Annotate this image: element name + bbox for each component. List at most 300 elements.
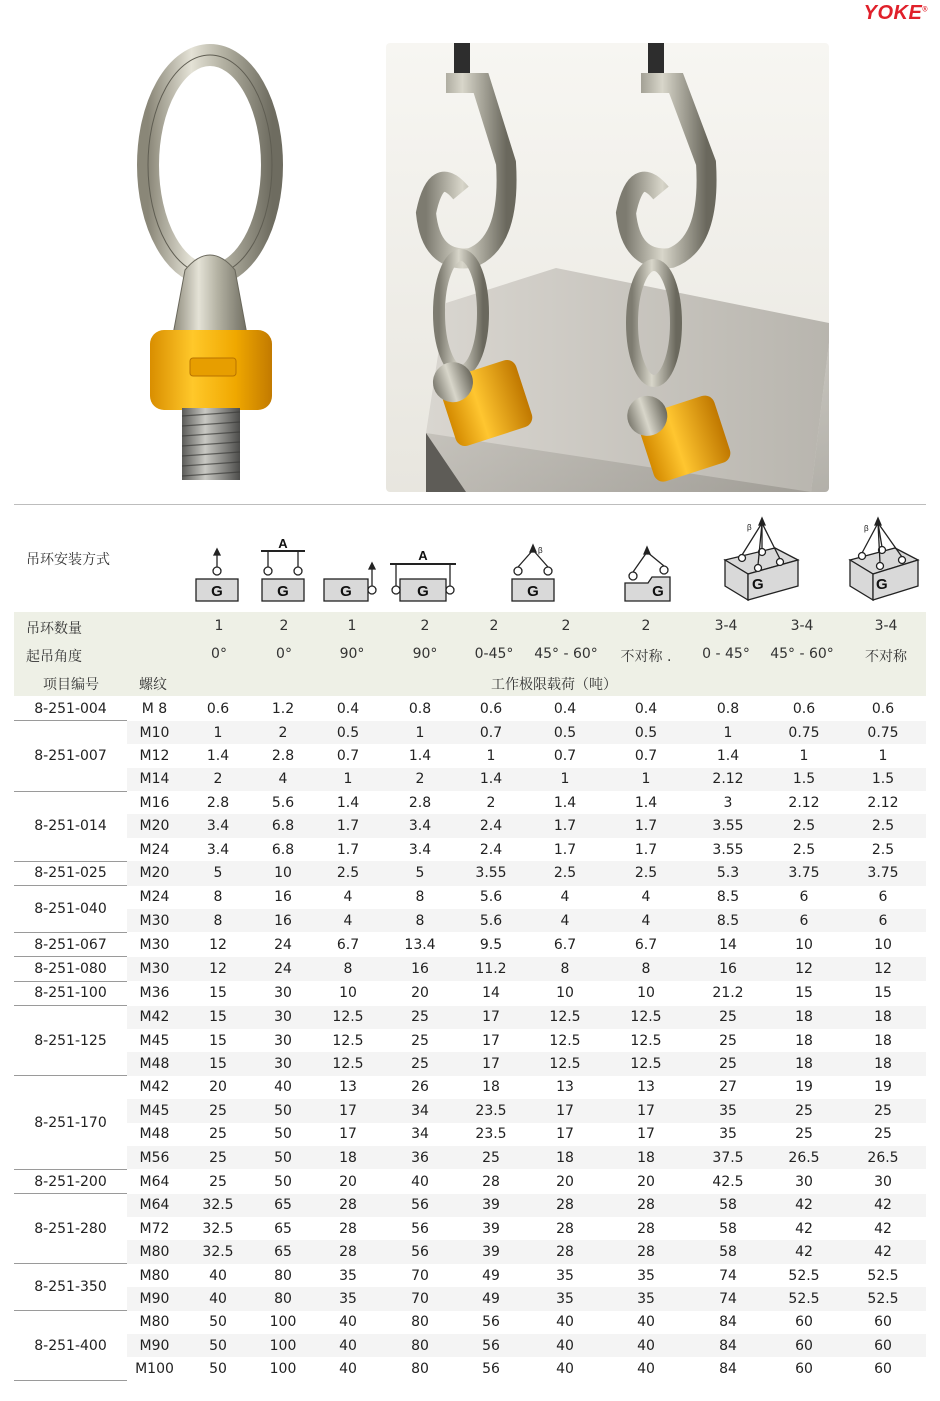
wll-value: 1.7 — [336, 841, 360, 858]
wll-value: 20 — [411, 985, 429, 1002]
wll-value: 6.7 — [634, 936, 658, 953]
thread-size: M56 — [127, 1146, 182, 1169]
wll-value: 3.4 — [182, 814, 254, 837]
thread-size: M72 — [139, 1220, 170, 1237]
wll-value: 36 — [384, 1146, 456, 1169]
item-code: 8-251-400 — [14, 1311, 127, 1381]
thread-size: M20 — [127, 861, 182, 885]
wll-value: 80 — [411, 1314, 429, 1331]
thread-size: M42 — [139, 1079, 170, 1096]
wll-value: 1.2 — [271, 700, 295, 717]
wll-value: 4 — [312, 909, 384, 932]
table-row — [14, 1146, 926, 1169]
wll-value: 15 — [209, 985, 227, 1002]
thread-size: M90 — [127, 1287, 182, 1310]
table-row — [14, 1240, 926, 1263]
wll-value: 2.5 — [604, 861, 688, 885]
wll-value: 15 — [874, 985, 892, 1002]
table-row — [14, 1194, 926, 1217]
wll-value: 1.7 — [634, 841, 658, 858]
wll-value: 10 — [556, 985, 574, 1002]
wll-value: 42 — [840, 1240, 926, 1263]
section-divider — [14, 504, 926, 505]
item-code: 8-251-004 — [14, 697, 127, 721]
wll-value: 0.7 — [553, 747, 577, 764]
wll-value: 28 — [339, 1220, 357, 1237]
wll-value: 39 — [456, 1194, 526, 1217]
wll-value: 40 — [274, 1079, 292, 1096]
wll-value: 19 — [795, 1079, 813, 1096]
wll-value: 25 — [182, 1146, 254, 1169]
wll-value: 42 — [840, 1194, 926, 1217]
wll-value: 26.5 — [768, 1146, 840, 1169]
wll-value: 4 — [343, 889, 353, 906]
wll-value: 3.4 — [408, 841, 432, 858]
wll-value: 2 — [182, 768, 254, 791]
wll-value: 12.5 — [526, 1006, 604, 1029]
wll-value: 37.5 — [688, 1146, 768, 1169]
wll-value: 28 — [526, 1240, 604, 1263]
wll-value: 1.7 — [553, 841, 577, 858]
wll-value: 42 — [768, 1240, 840, 1263]
svg-text:G: G — [876, 576, 888, 593]
wll-value: 12 — [209, 936, 227, 953]
wll-value: 17 — [526, 1099, 604, 1122]
wll-value: 30 — [874, 1173, 892, 1190]
wll-value: 32.5 — [202, 1220, 234, 1237]
install-method-label: 吊环安装方式 — [26, 552, 110, 568]
wll-value: 12 — [840, 957, 926, 981]
wll-value: 84 — [688, 1334, 768, 1357]
wll-value: 58 — [688, 1194, 768, 1217]
wll-value: 65 — [254, 1194, 312, 1217]
brand-logo: YOKE® — [863, 2, 928, 24]
wll-value: 20 — [637, 1173, 655, 1190]
wll-value: 56 — [482, 1314, 500, 1331]
wll-value: 18 — [840, 1006, 926, 1029]
wll-value: 40 — [637, 1361, 655, 1378]
wll-value: 10 — [795, 936, 813, 953]
sling-count-cell-3: 1 — [347, 618, 357, 634]
wll-value: 80 — [384, 1334, 456, 1357]
wll-value: 2.5 — [312, 861, 384, 885]
wll-value: 4 — [526, 909, 604, 932]
thread-size: M64 — [127, 1194, 182, 1217]
wll-value: 1.4 — [456, 768, 526, 791]
wll-value: 56 — [482, 1361, 500, 1378]
wll-value: 8 — [312, 957, 384, 981]
wll-value: 25 — [795, 1126, 813, 1143]
wll-value: 2.8 — [271, 747, 295, 764]
wll-value: 17 — [604, 1099, 688, 1122]
wll-value: 17 — [456, 1006, 526, 1029]
wll-value: 30 — [254, 1006, 312, 1029]
wll-value: 1 — [182, 721, 254, 744]
wll-value: 1 — [312, 768, 384, 791]
sling-count-row — [14, 612, 926, 642]
wll-value: 34 — [384, 1099, 456, 1122]
wll-value: 3.55 — [456, 861, 526, 885]
thread-size: M90 — [127, 1334, 182, 1357]
wll-value: 56 — [456, 1334, 526, 1357]
wll-value: 60 — [874, 1314, 892, 1331]
wll-value: 2.4 — [456, 814, 526, 837]
wll-value: 35 — [637, 1267, 655, 1284]
wll-value: 2.12 — [867, 794, 899, 811]
wll-value: 2 — [254, 721, 312, 744]
wll-value: 0.6 — [871, 700, 895, 717]
item-code: 8-251-350 — [14, 1264, 127, 1311]
wll-value: 56 — [411, 1220, 429, 1237]
wll-value: 35 — [526, 1287, 604, 1310]
wll-value: 18 — [312, 1146, 384, 1169]
wll-value: 6 — [799, 889, 809, 906]
angle-cell-3: 90° — [339, 646, 365, 662]
wll-value: 13.4 — [404, 936, 436, 953]
table-row — [14, 886, 926, 909]
thread-size: M12 — [139, 747, 170, 764]
thread-size: M30 — [127, 909, 182, 932]
wll-value: 1.5 — [768, 768, 840, 791]
wll-value: 50 — [254, 1099, 312, 1122]
wll-value: 74 — [688, 1287, 768, 1310]
wll-value: 28 — [556, 1220, 574, 1237]
wll-value: 18 — [795, 1032, 813, 1049]
wll-value: 25 — [384, 1006, 456, 1029]
table-row — [14, 1099, 926, 1122]
wll-value: 2.4 — [479, 841, 503, 858]
application-photo — [386, 43, 829, 492]
wll-value: 40 — [556, 1361, 574, 1378]
wll-value: 0.4 — [553, 700, 577, 717]
wll-value: 8.5 — [716, 889, 740, 906]
wll-value: 42 — [874, 1220, 892, 1237]
wll-value: 5.6 — [479, 889, 503, 906]
wll-value: 0.5 — [604, 721, 688, 744]
table-row — [14, 1287, 926, 1310]
table-row — [14, 721, 926, 744]
wll-value: 40 — [312, 1334, 384, 1357]
wll-value: 52.5 — [867, 1267, 899, 1284]
wll-value: 28 — [637, 1220, 655, 1237]
wll-value: 14 — [482, 985, 500, 1002]
wll-value: 40 — [339, 1314, 357, 1331]
table-row — [14, 814, 926, 837]
wll-value: 100 — [254, 1334, 312, 1357]
wll-value: 8 — [526, 957, 604, 981]
wll-value: 5.6 — [456, 909, 526, 932]
wll-value: 3.4 — [384, 814, 456, 837]
sling-count-cell-9: 3-4 — [790, 618, 814, 634]
svg-text:G: G — [652, 583, 664, 600]
wll-value: 25 — [874, 1126, 892, 1143]
item-code: 8-251-100 — [14, 981, 127, 1005]
wll-value: 6.7 — [553, 936, 577, 953]
wll-value: 2.5 — [840, 814, 926, 837]
table-row — [14, 909, 926, 932]
wll-value: 8 — [182, 909, 254, 932]
wll-value: 60 — [795, 1314, 813, 1331]
wll-value: 8 — [415, 889, 425, 906]
angle-cell-2: 0° — [276, 646, 292, 662]
wll-value: 20 — [556, 1173, 574, 1190]
wll-value: 3.4 — [206, 841, 230, 858]
wll-value: 56 — [384, 1194, 456, 1217]
wll-value: 2.8 — [408, 794, 432, 811]
thread-header: 螺纹 — [139, 677, 167, 693]
wll-value: 2 — [384, 768, 456, 791]
wll-value: 0.6 — [206, 700, 230, 717]
sling-count-cell-7: 2 — [641, 618, 651, 634]
wll-value: 25 — [456, 1146, 526, 1169]
wll-value: 40 — [604, 1334, 688, 1357]
sling-count-cell-8: 3-4 — [714, 618, 738, 634]
wll-value: 2.8 — [206, 794, 230, 811]
wll-value: 17 — [556, 1126, 574, 1143]
wll-value: 23.5 — [475, 1126, 507, 1143]
wll-value: 3.75 — [840, 861, 926, 885]
item-code: 8-251-125 — [14, 1006, 127, 1076]
thread-size: M100 — [135, 1361, 174, 1378]
svg-text:G: G — [340, 583, 352, 600]
sling-count-cell-6: 2 — [561, 618, 571, 634]
table-row — [14, 791, 926, 814]
wll-value: 1.4 — [408, 747, 432, 764]
wll-value: 18 — [768, 1006, 840, 1029]
table-row — [14, 1334, 926, 1357]
wll-value: 10 — [254, 861, 312, 885]
wll-value: 3.55 — [688, 814, 768, 837]
item-code-header: 项目编号 — [43, 677, 99, 693]
wll-value: 8.5 — [688, 909, 768, 932]
wll-value: 5.6 — [271, 794, 295, 811]
wll-value: 1.4 — [716, 747, 740, 764]
wll-value: 25 — [209, 1126, 227, 1143]
thread-size: M64 — [139, 1173, 170, 1190]
angle-cell-9: 45° - 60° — [770, 646, 834, 662]
item-code: 8-251-280 — [14, 1194, 127, 1264]
wll-value: 100 — [269, 1314, 297, 1331]
thread-size: M80 — [139, 1314, 170, 1331]
wll-value: 5 — [384, 861, 456, 885]
wll-value: 30 — [254, 1052, 312, 1075]
wll-value: 9.5 — [479, 936, 503, 953]
wll-value: 0.8 — [408, 700, 432, 717]
item-code: 8-251-040 — [14, 886, 127, 933]
wll-value: 70 — [384, 1287, 456, 1310]
wll-value: 13 — [339, 1079, 357, 1096]
wll-value: 3 — [723, 794, 733, 811]
wll-value: 6 — [840, 909, 926, 932]
wll-value: 40 — [339, 1361, 357, 1378]
wll-value: 35 — [719, 1126, 737, 1143]
table-row — [14, 838, 926, 861]
table-row — [14, 1311, 926, 1334]
angle-cell-4: 90° — [412, 646, 438, 662]
wll-value: 50 — [209, 1314, 227, 1331]
wll-value: 42 — [795, 1220, 813, 1237]
wll-value: 56 — [384, 1240, 456, 1263]
wll-header: 工作极限载荷（吨） — [491, 677, 617, 693]
wll-value: 50 — [209, 1361, 227, 1378]
svg-text:β: β — [538, 546, 543, 555]
wll-value: 24 — [254, 957, 312, 981]
thread-size: M36 — [139, 985, 170, 1002]
table-row — [14, 957, 926, 981]
thread-size: M16 — [139, 794, 170, 811]
wll-value: 58 — [719, 1220, 737, 1237]
wll-value: 28 — [312, 1240, 384, 1263]
wll-value: 58 — [688, 1240, 768, 1263]
install-diagrams — [0, 512, 940, 612]
wll-value: 18 — [768, 1052, 840, 1075]
wll-value: 2.5 — [792, 841, 816, 858]
wll-value: 1.7 — [526, 814, 604, 837]
wll-value: 1.4 — [206, 747, 230, 764]
wll-value: 4 — [641, 889, 651, 906]
wll-value: 60 — [795, 1361, 813, 1378]
wll-value: 74 — [719, 1267, 737, 1284]
table-row — [14, 861, 926, 885]
item-code: 8-251-025 — [14, 861, 127, 885]
wll-value: 1 — [799, 747, 809, 764]
wll-value: 21.2 — [712, 985, 744, 1002]
wll-value: 80 — [274, 1267, 292, 1284]
wll-value: 25 — [182, 1099, 254, 1122]
wll-value: 12.5 — [604, 1052, 688, 1075]
wll-value: 0.6 — [792, 700, 816, 717]
wll-value: 15 — [795, 985, 813, 1002]
svg-text:G: G — [211, 583, 223, 600]
table-row — [14, 1123, 926, 1146]
sling-count-cell-10: 3-4 — [874, 618, 898, 634]
wll-value: 25 — [688, 1052, 768, 1075]
wll-value: 0.5 — [526, 721, 604, 744]
table-row — [14, 1169, 926, 1193]
wll-value: 40 — [637, 1314, 655, 1331]
wll-value: 20 — [339, 1173, 357, 1190]
table-row — [14, 981, 926, 1005]
wll-value: 1 — [604, 768, 688, 791]
wll-value: 1.7 — [604, 814, 688, 837]
svg-text:G: G — [277, 583, 289, 600]
wll-value: 18 — [840, 1052, 926, 1075]
thread-size: M30 — [127, 957, 182, 981]
wll-value: 25 — [840, 1099, 926, 1122]
angle-label: 起吊角度 — [26, 649, 82, 665]
wll-value: 18 — [482, 1079, 500, 1096]
wll-value: 6.7 — [336, 936, 360, 953]
wll-value: 12.5 — [332, 1032, 364, 1049]
diagram-two-leg-angled — [512, 545, 554, 601]
wll-value: 40 — [209, 1267, 227, 1284]
thread-size: M80 — [139, 1267, 170, 1284]
wll-value: 28 — [604, 1240, 688, 1263]
wll-value: 15 — [182, 1006, 254, 1029]
svg-text:β: β — [747, 523, 752, 532]
thread-size: M80 — [127, 1240, 182, 1263]
wll-value: 60 — [874, 1361, 892, 1378]
wll-value: 0.75 — [768, 721, 840, 744]
wll-value: 28 — [604, 1194, 688, 1217]
wll-value: 60 — [768, 1334, 840, 1357]
wll-value: 32.5 — [182, 1194, 254, 1217]
table-row — [14, 1006, 926, 1029]
wll-value: 20 — [209, 1079, 227, 1096]
wll-value: 19 — [874, 1079, 892, 1096]
wll-value: 23.5 — [456, 1099, 526, 1122]
wll-value: 65 — [254, 1240, 312, 1263]
diagram-single-vertical — [196, 549, 238, 601]
wll-value: 28 — [312, 1194, 384, 1217]
wll-value: 0.6 — [479, 700, 503, 717]
wll-value: 1 — [688, 721, 768, 744]
swivel-lifting-point-image — [130, 40, 310, 500]
diagram-four-leg-box — [725, 518, 798, 600]
thread-size: M 8 — [141, 700, 168, 717]
wll-value: 1.5 — [840, 768, 926, 791]
diagram-double-vertical — [261, 536, 305, 601]
wll-value: 0.7 — [456, 721, 526, 744]
angle-cell-10: 不对称 — [865, 649, 907, 665]
wll-value: 30 — [795, 1173, 813, 1190]
wll-value: 3.75 — [768, 861, 840, 885]
wll-value: 11.2 — [456, 957, 526, 981]
wll-value: 50 — [254, 1146, 312, 1169]
wll-value: 25 — [411, 1032, 429, 1049]
wll-value: 8 — [384, 909, 456, 932]
wll-value: 52.5 — [768, 1287, 840, 1310]
wll-value: 80 — [254, 1287, 312, 1310]
wll-value: 2.12 — [788, 794, 820, 811]
svg-text:A: A — [278, 536, 288, 551]
wll-value: 26.5 — [840, 1146, 926, 1169]
wll-value: 39 — [482, 1220, 500, 1237]
table-row — [14, 697, 926, 721]
wll-value: 14 — [719, 936, 737, 953]
wll-value: 1 — [878, 747, 888, 764]
thread-size: M30 — [139, 936, 170, 953]
item-code: 8-251-200 — [14, 1169, 127, 1193]
wll-value: 16 — [688, 957, 768, 981]
wll-value: 8 — [604, 957, 688, 981]
wll-value: 12.5 — [604, 1006, 688, 1029]
wll-value: 1 — [384, 721, 456, 744]
wll-value: 12.5 — [312, 1006, 384, 1029]
wll-value: 0.5 — [312, 721, 384, 744]
wll-value: 6.8 — [254, 814, 312, 837]
wll-value: 2 — [486, 794, 496, 811]
wll-value: 52.5 — [840, 1287, 926, 1310]
table-row — [14, 768, 926, 791]
table-row — [14, 1029, 926, 1052]
item-code: 8-251-014 — [14, 791, 127, 861]
wll-value: 25 — [768, 1099, 840, 1122]
wll-value: 18 — [604, 1146, 688, 1169]
angle-cell-8: 0 - 45° — [702, 646, 750, 662]
wll-value: 0.8 — [716, 700, 740, 717]
wll-value: 28 — [526, 1194, 604, 1217]
wll-value: 25 — [688, 1006, 768, 1029]
wll-value: 84 — [719, 1361, 737, 1378]
wll-value: 70 — [411, 1267, 429, 1284]
table-row — [14, 1217, 926, 1240]
wll-value: 3.55 — [712, 841, 744, 858]
thread-size: M24 — [139, 841, 170, 858]
thread-size: M45 — [139, 1032, 170, 1049]
wll-value: 2.5 — [526, 861, 604, 885]
wll-value: 17 — [339, 1126, 357, 1143]
